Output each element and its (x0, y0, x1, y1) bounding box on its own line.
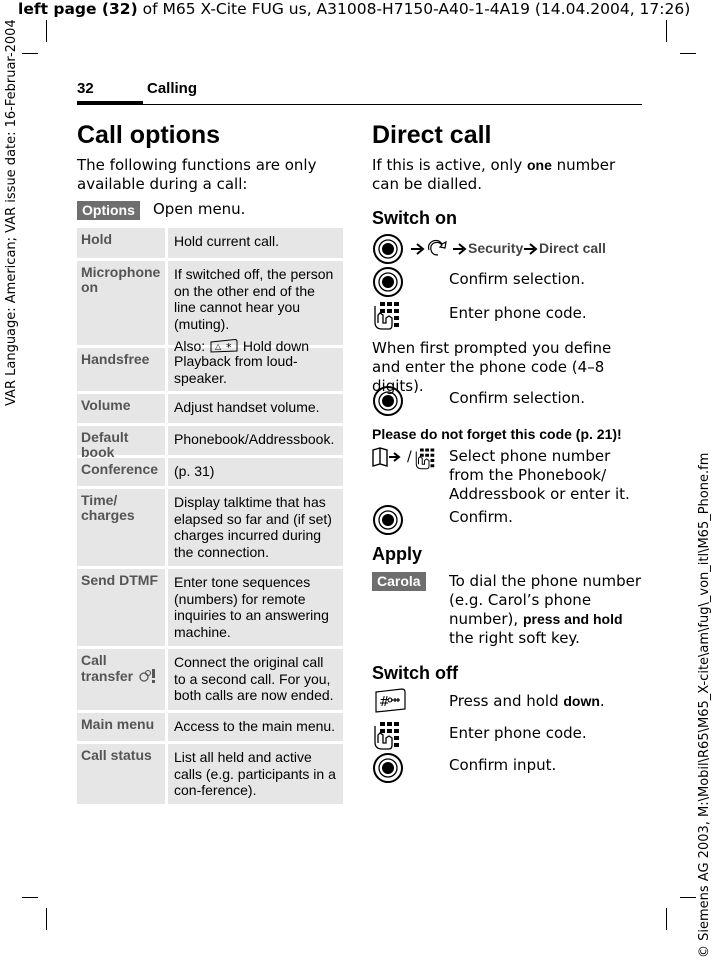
crop-mark (22, 897, 38, 898)
svg-text:#: # (379, 695, 390, 710)
option-desc: Playback from loud-speaker. (165, 348, 343, 391)
step-confirm-input (372, 752, 642, 782)
table-row (77, 458, 343, 489)
option-desc: Adjust handset volume. (165, 394, 343, 423)
navigation-key-icon[interactable] (372, 266, 404, 298)
step-confirm (372, 504, 642, 534)
table-row (77, 713, 343, 744)
running-section: Calling (147, 80, 198, 97)
option-desc: Display talktime that has elapsed so far and (if set) charges incurred during the connection. (165, 489, 343, 566)
call-options-table (77, 228, 343, 807)
option-desc: List all held and active calls (e.g. participants in a con-ference). (165, 744, 343, 804)
menu-path-security: Security (468, 240, 524, 256)
first-prompt-text: When first prompted you define and enter the phone code (4–8 digits). (372, 339, 612, 395)
option-name-text: Call transfer (81, 652, 134, 684)
crop-mark (22, 53, 38, 54)
crop-mark (46, 908, 47, 930)
navigation-key-icon[interactable] (372, 233, 404, 265)
navigation-key-icon[interactable] (372, 385, 404, 417)
option-name: Microphone on (81, 264, 161, 295)
navigation-key-icon[interactable] (372, 504, 404, 536)
step-enter-code-off (372, 720, 642, 750)
also-suffix: Hold down (242, 338, 310, 354)
table-row (77, 426, 343, 458)
option-name: Default book (81, 429, 129, 460)
switch-on-title: Switch on (372, 208, 457, 228)
step-apply (372, 572, 642, 652)
print-header-info: of M65 X-Cite FUG us, A31008-H7150-A40-1-4A19 (14.04.2004, 17:26) (137, 0, 691, 18)
step-press-hold (372, 688, 642, 718)
option-name: Time/ charges (81, 492, 135, 523)
step-text: Enter phone code. (449, 304, 587, 322)
keypad-icon[interactable] (372, 300, 404, 332)
options-softkey-desc: Open menu. (153, 200, 246, 218)
step-text: Confirm input. (449, 756, 557, 774)
menu-path-direct-call: Direct call (539, 240, 606, 256)
crop-mark (680, 53, 696, 54)
table-row (77, 744, 343, 807)
option-desc (165, 261, 343, 354)
option-name: Volume (81, 397, 131, 413)
step-text: Press and hold down. (449, 692, 605, 710)
direct-call-intro: If this is active, only one number can be dialled. (372, 156, 616, 193)
step-enter-code (372, 300, 642, 330)
settings-icon (425, 236, 449, 260)
crop-mark (666, 908, 667, 930)
option-name: Send DTMF (81, 572, 158, 588)
table-row (77, 261, 343, 354)
option-name: Call status (81, 747, 152, 763)
table-row (77, 228, 343, 261)
arrow-icon (411, 243, 425, 255)
step-text: Confirm selection. (449, 270, 586, 288)
arrow-icon (524, 243, 538, 255)
step-select-number (372, 447, 642, 507)
page-number: 32 (77, 80, 94, 97)
print-header-page: left page (32) (18, 0, 138, 18)
switch-off-title: Switch off (372, 663, 458, 683)
print-header (18, 0, 690, 18)
call-options-intro: The following functions are only available during a call: (77, 156, 317, 193)
option-desc: (p. 31) (165, 458, 343, 486)
also-prefix: Also: (174, 338, 206, 354)
arrow-icon (453, 243, 467, 255)
option-name (77, 649, 165, 710)
option-desc: Hold current call. (165, 228, 343, 258)
hash-key-icon[interactable] (372, 688, 408, 714)
option-name: Main menu (81, 716, 155, 732)
crop-mark (46, 20, 47, 42)
step-confirm-selection (372, 266, 642, 296)
step-text: Enter phone code. (449, 724, 587, 742)
option-desc-text: If switched off, the person on the other end of the line cannot hear you (muting). (174, 266, 334, 332)
option-name: Handsfree (81, 351, 150, 367)
step-text: Select phone number from the Phonebook/ Addressbook or enter it. (449, 447, 630, 503)
option-name: Hold (81, 231, 113, 247)
step-confirm-selection-2 (372, 385, 642, 415)
table-row (77, 394, 343, 426)
navigation-key-icon[interactable] (372, 752, 404, 784)
svg-text:*: * (226, 341, 232, 353)
call-transfer-icon (137, 668, 157, 684)
apply-title: Apply (372, 544, 423, 564)
step-text: Confirm. (449, 508, 513, 526)
option-name: Conference (81, 461, 159, 477)
page-number-rule (77, 101, 143, 105)
option-desc: Access to the main menu. (165, 713, 343, 741)
crop-mark (666, 20, 667, 42)
warning-text: Please do not forget this code (p. 21)! (372, 426, 622, 442)
table-row (77, 649, 343, 713)
option-desc: Phonebook/Addressbook. (165, 426, 343, 455)
options-softkey[interactable]: Options (77, 200, 140, 220)
phonebook-icon[interactable] (372, 447, 406, 469)
side-note-left: VAR Language: American; VAR issue date: 16-Februar-2004 (4, 19, 19, 406)
option-desc: Connect the original call to a second call. For you, both calls are now ended. (165, 649, 343, 710)
svg-text:△: △ (215, 342, 222, 351)
carola-softkey[interactable]: Carola (372, 572, 426, 591)
header-rule (143, 104, 642, 105)
slash-separator: / (407, 449, 412, 465)
keypad-icon[interactable] (414, 447, 438, 471)
menu-path (372, 233, 642, 265)
direct-call-title: Direct call (372, 121, 492, 149)
option-desc: Enter tone sequences (numbers) for remote inquiries to an answering machine. (165, 569, 343, 646)
table-row (77, 569, 343, 649)
side-note-right: © Siemens AG 2003, M:\Mobil\R65\M65_X-cite\am\fug\_von_itl\M65_Phone.fm (697, 452, 712, 958)
step-text: Confirm selection. (449, 389, 586, 407)
keypad-icon[interactable] (372, 720, 404, 752)
table-row (77, 489, 343, 569)
call-options-title: Call options (77, 121, 221, 149)
step-text: To dial the phone number (e.g. Carol’s phone number), press and hold the right soft key. (449, 572, 642, 647)
table-row (77, 348, 343, 394)
